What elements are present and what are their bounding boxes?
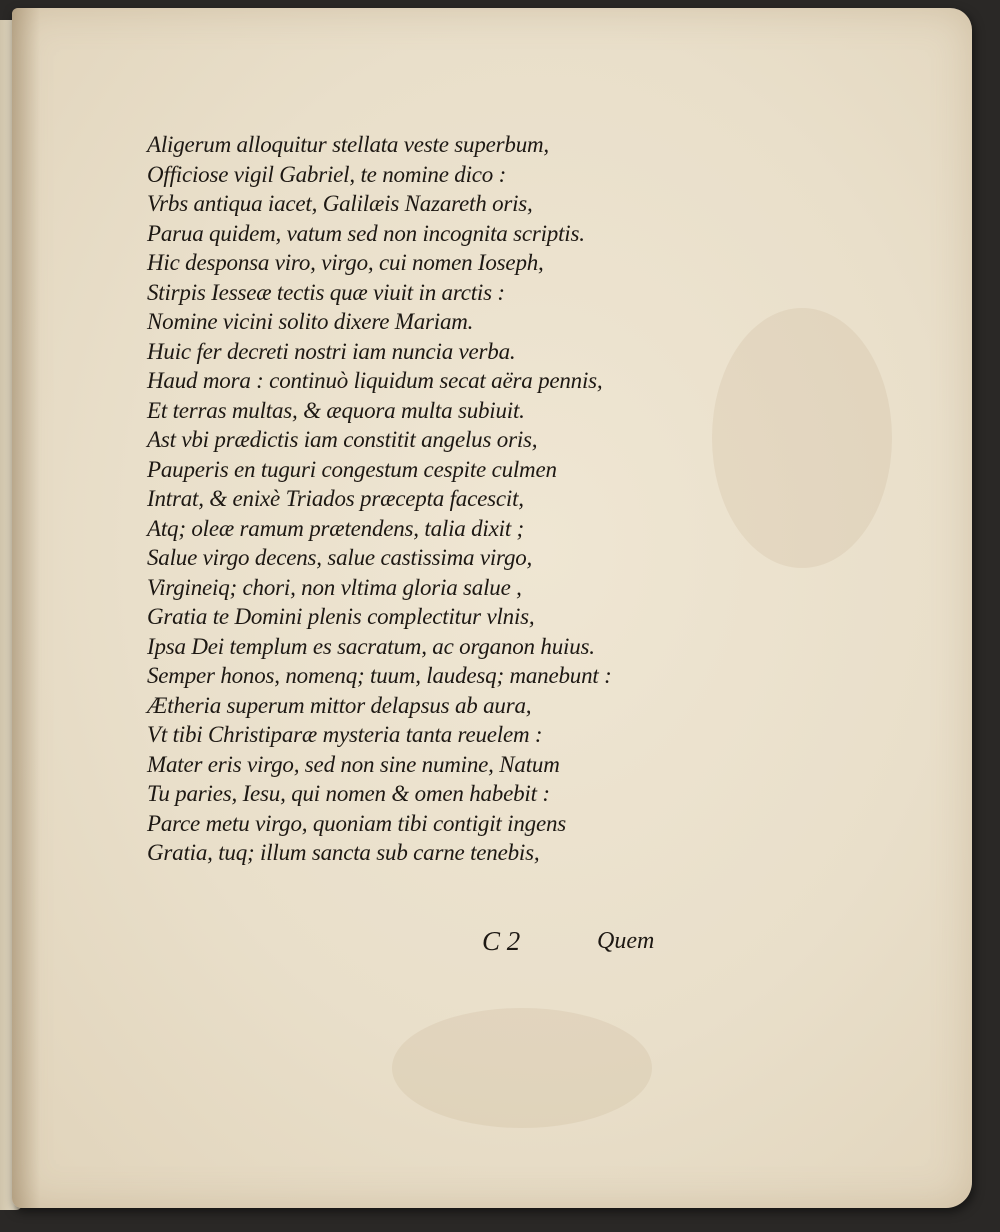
verse-line: Ipsa Dei templum es sacratum, ac organon huius. (147, 633, 595, 659)
verse-line: Virgineiq; chori, non vltima gloria salue , (147, 574, 522, 600)
verse-line: Gratia te Domini plenis complectitur vlnis, (147, 604, 535, 629)
verse-line: Gratia, tuq; illum sancta sub carne tenebis, (147, 840, 540, 865)
verse-line: Salue virgo decens, salue castissima virgo, (147, 545, 533, 570)
verse-line: Stirpis Iesseæ tectis quæ viuit in arctis : (147, 279, 505, 305)
verse-line: Haud mora : continuò liquidum secat aëra pennis, (147, 368, 603, 393)
verse-line: Aligerum alloquitur stellata veste superbum, (147, 132, 549, 157)
verse-line: Officiose vigil Gabriel, te nomine dico : (147, 161, 507, 187)
verse-line: Vrbs antiqua iacet, Galilæis Nazareth oris, (147, 191, 533, 216)
signature-mark: C 2 (482, 926, 521, 956)
paper-stain (712, 308, 892, 568)
verse-line: Vt tibi Christiparæ mysteria tanta reuelem : (147, 722, 543, 747)
verse-line: Intrat, & enixè Triados præcepta facescit, (147, 486, 524, 511)
verse-line: Semper honos, nomenq; tuum, laudesq; manebunt : (147, 663, 612, 688)
book-page (12, 8, 972, 1208)
verse-line: Parua quidem, vatum sed non incognita scriptis. (147, 220, 585, 246)
verse-line: Et terras multas, & æquora multa subiuit. (147, 397, 525, 423)
verse-line: Mater eris virgo, sed non sine numine, Natum (147, 751, 560, 777)
verse-text (147, 130, 707, 868)
gutter-shadow (12, 8, 40, 1208)
verse-line: Tu paries, Iesu, qui nomen & omen habebit : (147, 781, 550, 806)
verse-line: Ast vbi prædictis iam constitit angelus oris, (147, 427, 538, 452)
verse-line: Huic fer decreti nostri iam nuncia verba. (147, 338, 516, 364)
verse-line: Atq; oleæ ramum prætendens, talia dixit ; (147, 515, 525, 541)
verse-line: Hic desponsa viro, virgo, cui nomen Ioseph, (147, 250, 544, 275)
verse-line: Parce metu virgo, quoniam tibi contigit ingens (147, 810, 567, 836)
verse-line: Ætheria superum mittor delapsus ab aura, (147, 692, 532, 718)
verse-line: Pauperis en tuguri congestum cespite culmen (147, 456, 557, 482)
paper-stain (392, 1008, 652, 1128)
catchword: Quem (597, 928, 655, 954)
verse-line: Nomine vicini solito dixere Mariam. (147, 309, 474, 334)
